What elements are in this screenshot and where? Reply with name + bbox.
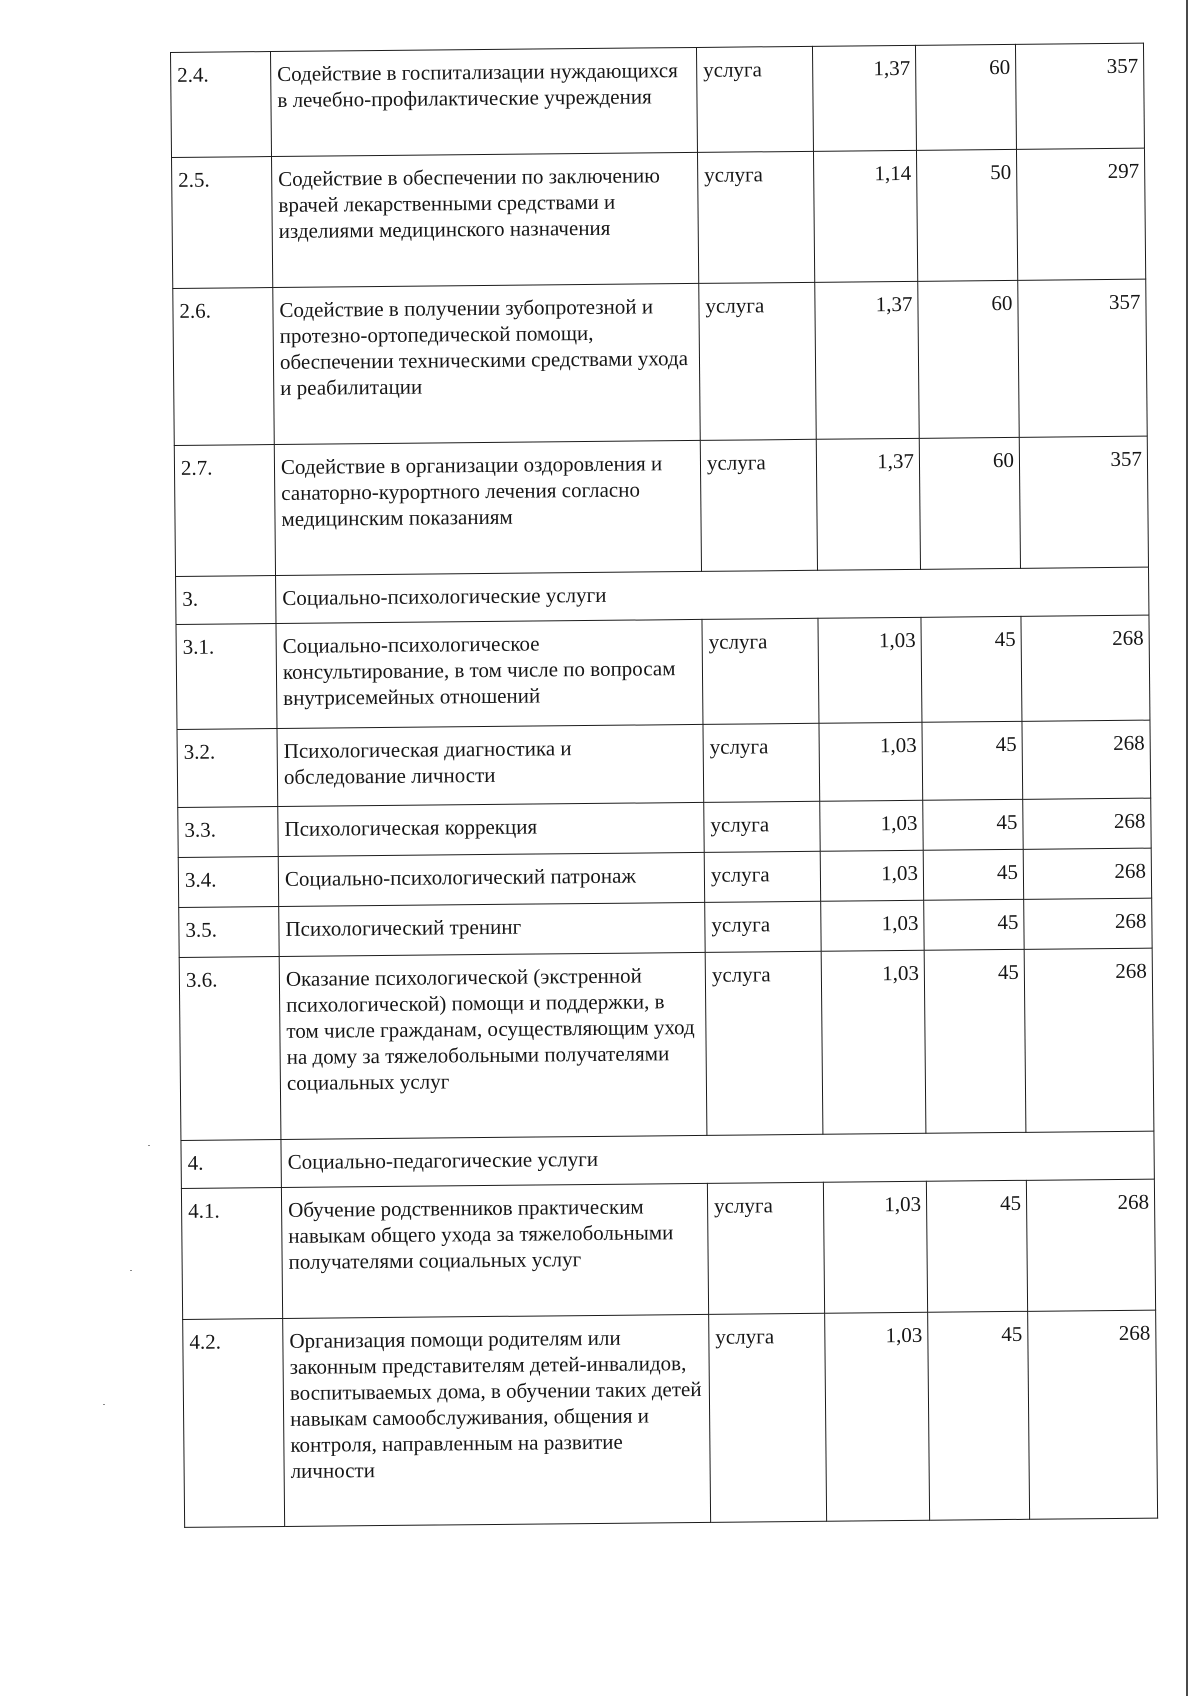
price-cell: 357 (1018, 279, 1148, 437)
minutes-cell: 45 (924, 949, 1026, 1133)
scan-edge-line (1186, 0, 1188, 1696)
price-cell: 268 (1021, 615, 1150, 721)
minutes-cell: 50 (916, 149, 1017, 281)
services-table (170, 43, 1158, 1528)
coefficient-cell: 1,03 (820, 800, 923, 851)
table-row (171, 43, 1145, 157)
row-number: 3.5. (179, 906, 279, 957)
row-number: 3.6. (179, 956, 281, 1140)
coefficient-cell: 1,03 (825, 1312, 930, 1521)
table-row (183, 1310, 1158, 1527)
coefficient-cell: 1,37 (815, 281, 920, 439)
section-title: Социально-психологические услуги (276, 567, 1149, 623)
coefficient-cell: 1,37 (812, 45, 916, 151)
minutes-cell: 45 (926, 1180, 1027, 1312)
table-row (176, 615, 1150, 729)
price-cell: 268 (1023, 798, 1151, 849)
service-name: Содействие в получении зубопротезной и протезно-ортопедической помощи, обеспечении техническими средствами ухода и реабилитации (273, 283, 700, 444)
table-row (181, 1179, 1155, 1319)
section-number: 4. (181, 1139, 281, 1188)
price-cell: 268 (1028, 1310, 1158, 1519)
minutes-cell: 45 (923, 849, 1023, 900)
service-name: Организация помощи родителям или законным представителям детей-инвалидов, воспитываемых дома, в обучении таких детей навыкам самообслуживания, общения и контроля, направленным на развитие личности (283, 1314, 711, 1526)
minutes-cell: 45 (922, 721, 1023, 800)
service-name: Психологическая диагностика и обследование личности (277, 724, 704, 806)
service-name: Оказание психологической (экстренной психологической) помощи и поддержки, в том числе гражданам, осуществляющим уход на дому за тяжелобольными получателями социальных услуг (279, 952, 707, 1139)
table-row (174, 436, 1148, 576)
unit-cell: услуга (703, 723, 820, 802)
unit-cell: услуга (705, 901, 821, 952)
row-number: 2.5. (172, 157, 273, 289)
row-number: 2.4. (171, 52, 272, 158)
price-cell: 297 (1016, 148, 1145, 280)
table-row (177, 720, 1151, 807)
minutes-cell: 45 (928, 1311, 1030, 1520)
coefficient-cell: 1,03 (819, 722, 923, 801)
minutes-cell: 60 (915, 44, 1016, 150)
scan-speck (103, 1404, 105, 1405)
row-number: 3.2. (177, 729, 278, 808)
service-name: Психологический тренинг (279, 902, 705, 956)
coefficient-cell: 1,03 (821, 900, 924, 951)
row-number: 3.3. (178, 807, 278, 858)
unit-cell: услуга (707, 1182, 824, 1314)
price-cell: 268 (1022, 720, 1151, 799)
coefficient-cell: 1,03 (818, 617, 922, 723)
price-cell: 268 (1024, 948, 1154, 1132)
row-number: 4.1. (181, 1187, 282, 1319)
service-name: Содействие в госпитализации нуждающихся в лечебно-профилактические учреждения (271, 47, 698, 156)
unit-cell: услуга (709, 1313, 827, 1522)
table-row (173, 279, 1147, 445)
service-name: Социально-психологическое консультирование, в том числе по вопросам внутрисемейных отношений (276, 619, 703, 728)
unit-cell: услуга (697, 151, 814, 283)
coefficient-cell: 1,03 (821, 950, 926, 1134)
unit-cell: услуга (704, 851, 820, 902)
minutes-cell: 45 (923, 799, 1023, 850)
unit-cell: услуга (696, 46, 813, 152)
unit-cell: услуга (699, 282, 817, 440)
price-cell: 268 (1023, 848, 1151, 899)
coefficient-cell: 1,03 (823, 1181, 927, 1313)
row-number: 3.1. (176, 624, 277, 730)
scan-speck (148, 1145, 150, 1146)
minutes-cell: 45 (924, 899, 1024, 950)
price-cell: 357 (1015, 43, 1144, 149)
row-number: 3.4. (178, 856, 278, 907)
service-name: Обучение родственников практическим навыкам общего ухода за тяжелобольными получателями социальных услуг (281, 1183, 708, 1318)
table-row (179, 948, 1154, 1140)
row-number: 2.6. (173, 288, 275, 446)
scan-speck (130, 1270, 132, 1271)
minutes-cell: 60 (918, 280, 1020, 438)
service-name: Содействие в обеспечении по заключению врачей лекарственными средствами и изделиями медицинского назначения (272, 152, 699, 287)
section-title: Социально-педагогические услуги (281, 1131, 1154, 1187)
unit-cell: услуга (702, 618, 819, 724)
price-cell: 357 (1019, 436, 1148, 568)
row-number: 4.2. (183, 1318, 285, 1527)
price-cell: 268 (1024, 898, 1152, 949)
unit-cell: услуга (704, 801, 820, 852)
unit-cell: услуга (700, 439, 817, 571)
coefficient-cell: 1,37 (816, 438, 920, 570)
service-name: Психологическая коррекция (278, 802, 704, 856)
row-number: 2.7. (174, 445, 275, 577)
service-name: Содействие в организации оздоровления и санаторно-курортного лечения согласно медицинским показаниям (274, 440, 701, 575)
section-number: 3. (176, 576, 276, 625)
coefficient-cell: 1,03 (820, 850, 923, 901)
coefficient-cell: 1,14 (813, 150, 917, 282)
price-cell: 268 (1026, 1179, 1155, 1311)
minutes-cell: 45 (921, 616, 1022, 722)
minutes-cell: 60 (919, 437, 1020, 569)
service-name: Социально-психологический патронаж (278, 852, 704, 906)
unit-cell: услуга (705, 951, 823, 1135)
table-row (172, 148, 1146, 288)
